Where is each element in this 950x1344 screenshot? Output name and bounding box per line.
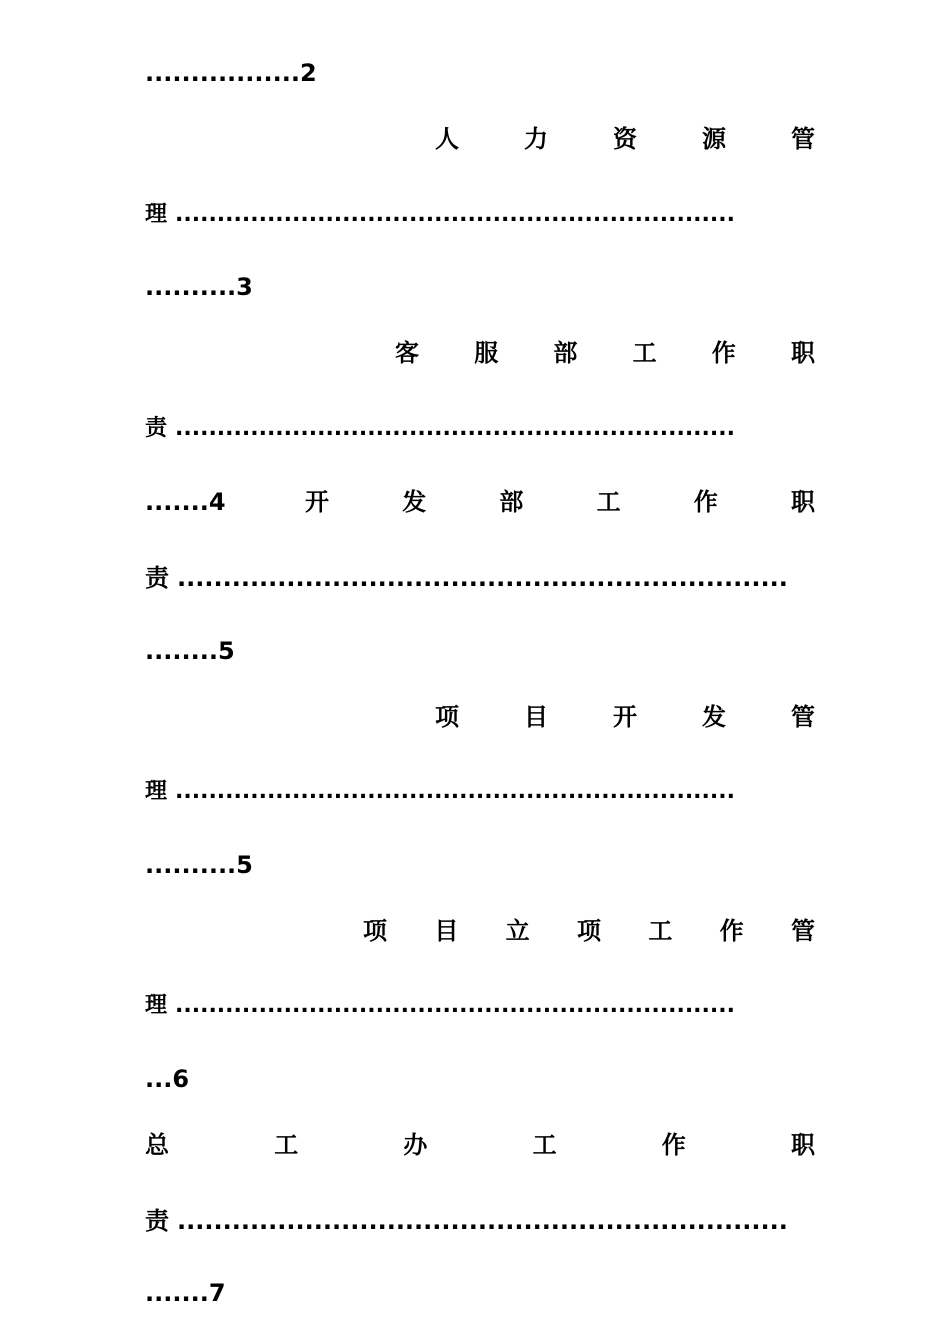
toc-char: 管 [791, 703, 815, 731]
toc-char: 部 [499, 488, 524, 516]
toc-char: 职 [790, 1131, 815, 1159]
toc-line-17 [145, 1206, 815, 1236]
toc-char: 工 [532, 1131, 557, 1159]
toc-dots-page-number: .......4 [145, 488, 226, 516]
toc-char: 源 [702, 125, 726, 153]
toc-char: 工 [596, 488, 621, 516]
toc-leader-dots: ................................................................... [175, 779, 735, 804]
toc-line-14 [145, 991, 815, 1021]
toc-char: 发 [702, 703, 726, 731]
toc-char: 管 [791, 125, 815, 153]
toc-line-18 [145, 1278, 815, 1308]
toc-line-16 [145, 1130, 815, 1160]
toc-leader-dots: ................................................................... [177, 564, 788, 592]
toc-char: 开 [613, 703, 637, 731]
toc-char: 资 [613, 125, 637, 153]
toc-line-2 [145, 124, 815, 154]
toc-leader-dots: ................................................................... [175, 993, 735, 1018]
toc-char: 责 [145, 416, 168, 441]
toc-char: 开 [305, 488, 329, 516]
toc-char: 目 [524, 703, 548, 731]
toc-title-hr-management [435, 124, 815, 154]
toc-char: 作 [719, 917, 744, 945]
toc-char: 作 [693, 488, 718, 516]
toc-line-6 [145, 414, 815, 444]
toc-dots-page-number: ........5 [145, 637, 235, 665]
toc-char: 立 [505, 917, 530, 945]
toc-line-4 [145, 272, 815, 302]
toc-line-13 [145, 916, 815, 946]
toc-char: 工 [274, 1131, 299, 1159]
toc-title-project-development [435, 702, 815, 732]
toc-char: 理 [145, 993, 168, 1018]
toc-char: 理 [145, 779, 168, 804]
toc-leader-dots: ................................................................... [175, 202, 735, 227]
toc-char: 工 [648, 917, 673, 945]
toc-char: 项 [363, 917, 387, 945]
toc-line-8 [145, 563, 815, 593]
toc-line-7 [145, 487, 815, 517]
toc-char: 服 [474, 339, 499, 367]
toc-line-9 [145, 636, 815, 666]
toc-char: 人 [435, 125, 459, 153]
toc-char: 办 [403, 1131, 428, 1159]
toc-dots-page-number: .................2 [145, 59, 317, 87]
toc-char: 项 [435, 703, 459, 731]
toc-dots-page-number: ..........5 [145, 851, 253, 879]
toc-char: 目 [434, 917, 459, 945]
toc-char: 作 [661, 1131, 686, 1159]
toc-leader-dots: ................................................................... [175, 416, 735, 441]
toc-char: 职 [790, 488, 815, 516]
toc-line-1 [145, 58, 815, 88]
toc-line-12 [145, 850, 815, 880]
toc-char: 总 [145, 1131, 169, 1159]
toc-line-5 [145, 338, 815, 368]
toc-dots-page-number: .......7 [145, 1279, 226, 1307]
toc-line-10 [145, 702, 815, 732]
toc-char: 职 [790, 339, 815, 367]
toc-char: 责 [145, 1207, 169, 1235]
toc-char: 客 [395, 339, 419, 367]
toc-char: 部 [553, 339, 578, 367]
toc-char: 管 [790, 917, 815, 945]
toc-line-3 [145, 200, 815, 230]
toc-char: 力 [524, 125, 548, 153]
toc-char: 工 [632, 339, 657, 367]
toc-dots-page-number: ..........3 [145, 273, 253, 301]
toc-char: 理 [145, 202, 168, 227]
toc-title-development-dept [305, 487, 815, 517]
toc-leader-dots: ................................................................... [177, 1207, 788, 1235]
toc-title-customer-service [395, 338, 815, 368]
toc-char: 作 [711, 339, 736, 367]
toc-char: 项 [576, 917, 601, 945]
toc-dots-page-number: ...6 [145, 1065, 190, 1093]
toc-line-11 [145, 777, 815, 807]
toc-char: 发 [402, 488, 427, 516]
toc-title-project-initiation [363, 916, 815, 946]
toc-char: 责 [145, 564, 169, 592]
toc-line-15 [145, 1064, 815, 1094]
